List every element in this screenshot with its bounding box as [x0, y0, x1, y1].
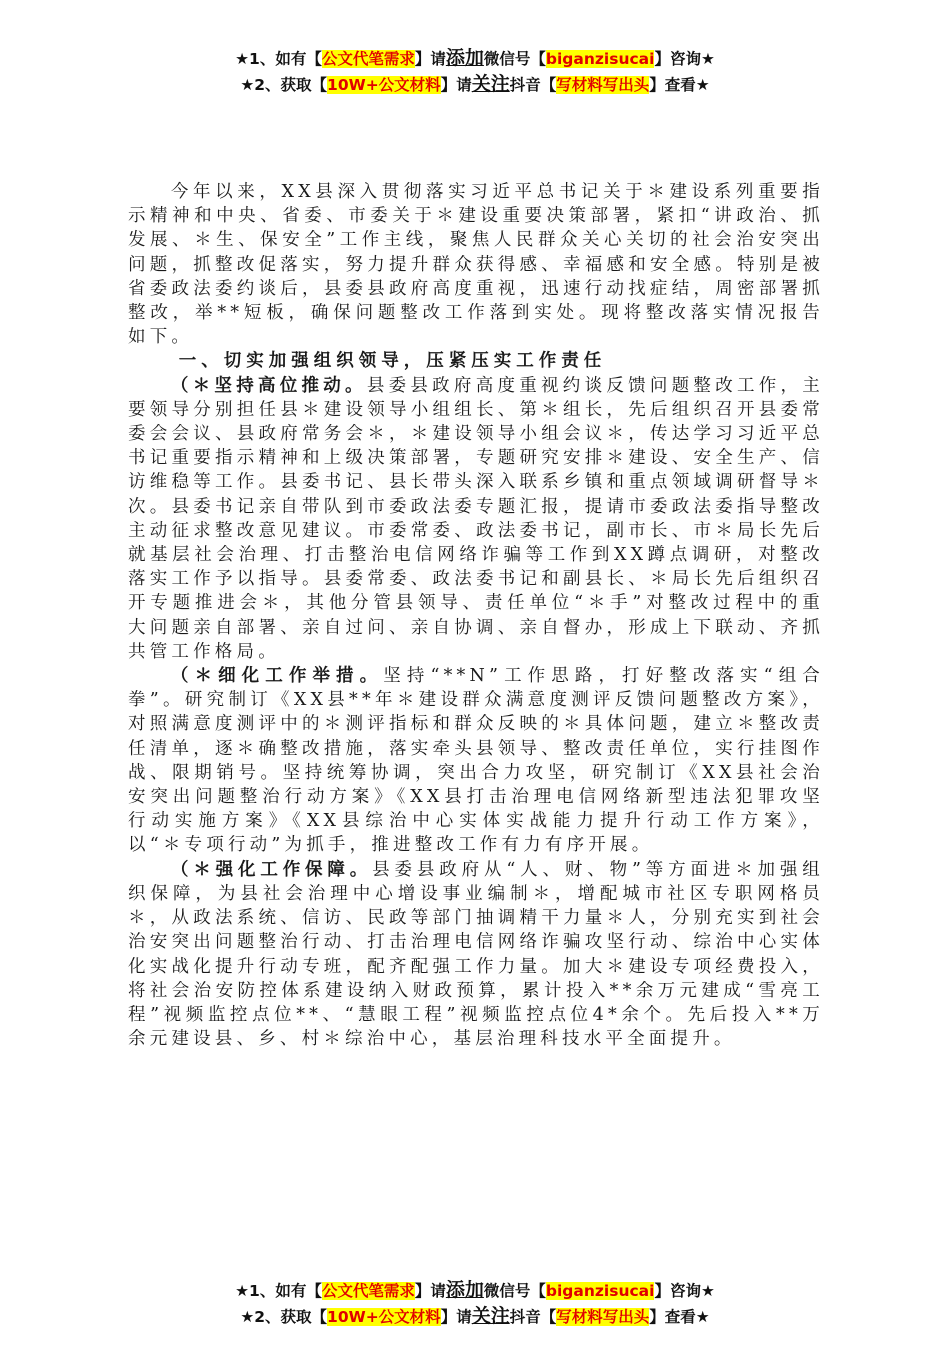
- paragraph-1: [128, 374, 824, 664]
- banner-highlight: 10W+公文材料: [327, 76, 441, 94]
- banner-highlight: 10W+公文材料: [327, 1308, 441, 1326]
- banner-line-2: [0, 72, 950, 98]
- banner-text: 】查看★: [649, 76, 710, 94]
- document-body: [128, 180, 824, 1051]
- banner-text: 】请: [440, 1308, 472, 1326]
- banner-text: 微信号【: [483, 1282, 546, 1300]
- banner-text: 】咨询★: [654, 50, 715, 68]
- banner-text: 】咨询★: [654, 1282, 715, 1300]
- paragraph-title: （＊坚持高位推动。: [170, 375, 367, 396]
- banner-text: 微信号【: [483, 50, 546, 68]
- top-banner: [0, 46, 950, 98]
- banner-highlight: biganzisucai: [545, 1282, 655, 1300]
- banner-text: 抖音【: [509, 1308, 557, 1326]
- paragraph-title: （＊细化工作举措。: [170, 666, 384, 687]
- paragraph-text: 县委县政府高度重视约谈反馈问题整改工作，主要领导分别担任县＊建设领导小组组长、第＊组长，先后组织召开县委常委会会议、县政府常务会＊，＊建设领导小组会议＊，传达学习习近平总书记重要指示精神和上级决策部署，专题研究安排＊建设、安全生产、信访维稳等工作。县委书记、县长带头深入联系乡镇和重点领域调研督导＊次。县委书记亲自带队到市委政法委专题汇报，提请市委政法委指导整改主动征求整改意见建议。市委常委、政法委书记，副市长、市＊局长先后就基层社会治理、打击整治电信网络诈骗等工作到XX蹲点调研，对整改落实工作予以指导。县委常委、政法委书记和副县长、＊局长先后组织召开专题推进会＊，其他分管县领导、责任单位“＊手”对整改过程中的重大问题亲自部署、亲自过问、亲自协调、亲自督办，形成上下联动、齐抓共管工作格局。: [128, 375, 824, 662]
- intro-paragraph: 今年以来，XX县深入贯彻落实习近平总书记关于＊建设系列重要指示精神和中央、省委、市委关于＊建设重要决策部署，紧扣“讲政治、抓发展、＊生、保安全”工作主线，聚焦人民群众关心关切的社会治安突出问题，抓整改促落实，努力提升群众获得感、幸福感和安全感。特别是被省委政法委约谈后，县委县政府高度重视，迅速行动找症结，周密部署抓整改，举**短板，确保问题整改工作落到实处。现将整改落实情况报告如下。: [128, 182, 824, 348]
- banner-text: 】请: [440, 76, 472, 94]
- banner-highlight: 写材料写出头: [556, 1308, 650, 1326]
- banner-emphasis: 关注: [471, 1305, 510, 1327]
- banner-highlight: 写材料写出头: [556, 76, 650, 94]
- banner-highlight: 公文代笔需求: [321, 1282, 415, 1300]
- paragraph-text: 县委县政府从“人、财、物”等方面进＊加强组织保障，为县社会治理中心增设事业编制＊，增配城市社区专职网格员＊，从政法系统、信访、民政等部门抽调精干力量＊人，分别充实到社会治安突出问题整治行动、打击治理电信网络诈骗攻坚行动、综治中心实体化实战化提升行动专班，配齐配强工作力量。加大＊建设专项经费投入，将社会治安防控体系建设纳入财政预算，累计投入**余万元建成“雪亮工程”视频监控点位**、“慧眼工程”视频监控点位4*余个。先后投入**万余元建设县、乡、村＊综治中心，基层治理科技水平全面提升。: [128, 859, 824, 1050]
- banner-text: 】请: [414, 1282, 446, 1300]
- paragraph-text: 坚持“**N”工作思路，打好整改落实“组合拳”。研究制订《XX县**年＊建设群众满意度测评反馈问题整改方案》，对照满意度测评中的＊测评指标和群众反映的＊具体问题，建立＊整改责任清单，逐＊确整改措施，落实牵头县领导、整改责任单位，实行挂图作战、限期销号。坚持统筹协调，突出合力攻坚，研究制订《XX县社会治安突出问题整治行动方案》《XX县打击治理电信网络新型违法犯罪攻坚行动实施方案》《XX县综治中心实体实战能力提升行动工作方案》，以“＊专项行动”为抓手，推进整改工作有力有序开展。: [128, 666, 824, 856]
- section-heading: 一、切实加强组织领导，压紧压实工作责任: [178, 351, 607, 372]
- banner-text: 】查看★: [649, 1308, 710, 1326]
- banner-text: ★1、如有【: [235, 1282, 322, 1300]
- banner-line-1: [0, 46, 950, 72]
- paragraph-3: [128, 858, 824, 1052]
- banner-highlight: biganzisucai: [545, 50, 655, 68]
- banner-line-1: [0, 1278, 950, 1304]
- banner-emphasis: 关注: [471, 73, 510, 95]
- banner-text: ★2、获取【: [240, 1308, 328, 1326]
- banner-emphasis: 添加: [445, 47, 484, 69]
- paragraph-title: （＊强化工作保障。: [170, 859, 373, 880]
- banner-text: 】请: [414, 50, 446, 68]
- banner-text: ★1、如有【: [235, 50, 322, 68]
- banner-line-2: [0, 1304, 950, 1330]
- banner-emphasis: 添加: [445, 1279, 484, 1301]
- bottom-banner: [0, 1278, 950, 1330]
- banner-text: ★2、获取【: [240, 76, 328, 94]
- banner-text: 抖音【: [509, 76, 557, 94]
- banner-highlight: 公文代笔需求: [321, 50, 415, 68]
- paragraph-2: [128, 664, 824, 858]
